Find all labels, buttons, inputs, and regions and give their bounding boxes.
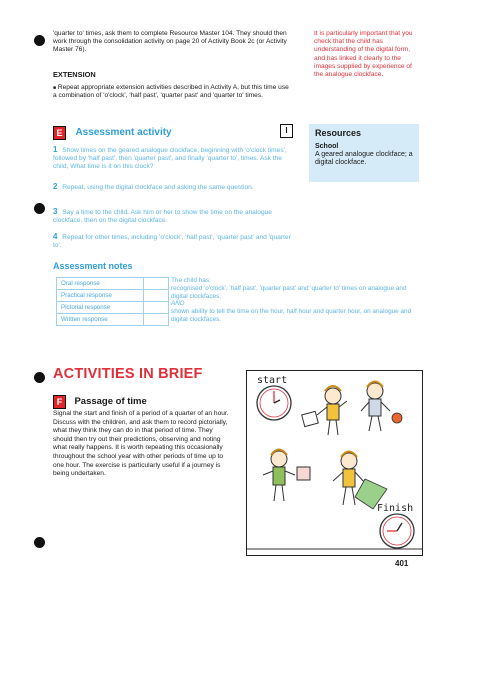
assessment-header xyxy=(53,124,293,138)
resources-subtitle: School xyxy=(315,143,339,150)
response-checkbox[interactable] xyxy=(144,290,169,302)
response-type: Written response xyxy=(57,314,144,326)
passage-title: Passage of time xyxy=(74,396,147,408)
step-number: 3 xyxy=(53,207,58,216)
child-figure-icon xyxy=(317,386,347,435)
notes-criteria xyxy=(171,277,419,324)
ball-icon xyxy=(392,413,402,423)
passage-text: Signal the start and finish of a period of a quarter of an hour. Discuss with the children, and ask them to record pictorially, what they think they can do in that period of time. They should then try out their predictions, observing and noting what really happens. It is worth repeating this occasionally throughout the school year with other periods of time up to one hour. The exercise is particularly useful if a journey is being undertaken. xyxy=(53,410,229,478)
response-checkbox[interactable] xyxy=(144,314,169,326)
response-type: Practical response xyxy=(57,290,144,302)
resources-box xyxy=(309,124,419,182)
page-number: 401 xyxy=(395,559,409,568)
step-text: Show times on the geared analogue clockface, beginning with 'o'clock times', followed by 'half past', then 'quarter past', and finally 'quarter to', times. Ask the child, What time is it on this clock? xyxy=(53,147,287,171)
response-checkbox[interactable] xyxy=(144,302,169,314)
section-letter-e: E xyxy=(53,126,66,140)
assessment-step xyxy=(53,183,293,192)
start-clock-icon xyxy=(257,386,291,420)
intro-paragraph: 'quarter to' times, ask them to complete Resource Master 104. They should then work through the consolidation activity on page 20 of Activity Book 2c (or Activity Master 76). xyxy=(53,30,287,54)
punch-hole xyxy=(34,203,45,214)
criteria-intro: The child has: xyxy=(171,277,211,284)
start-label: start xyxy=(257,375,288,386)
criteria-and: AND xyxy=(171,300,185,308)
criteria-line: shown ability to tell the time on the hour, half hour and quarter hour, on analogue and digital clockfaces. xyxy=(171,308,412,323)
step-text: Say a time to the child. Ask him or her to show the time on the analogue clockface, then on the digital clockface. xyxy=(53,209,272,225)
assessment-step xyxy=(53,146,293,172)
response-checkbox[interactable] xyxy=(144,278,169,290)
step-text: Repeat for other times, including 'o'clock', 'half past', 'quarter past' and 'quarter to'. xyxy=(53,234,291,250)
child-figure-icon xyxy=(361,382,390,432)
step-number: 4 xyxy=(53,232,58,241)
drawing-svg xyxy=(247,371,422,555)
paper-icon xyxy=(302,411,319,426)
table-row xyxy=(57,302,169,314)
criteria-line: recognised 'o'clock', 'half past', 'quarter past' and 'quarter to' times on analogue and digital clockfaces; xyxy=(171,284,407,300)
extension-heading: EXTENSION xyxy=(53,70,96,79)
assessment-step xyxy=(53,233,293,250)
punch-hole xyxy=(34,537,45,548)
table-row xyxy=(57,290,169,302)
extension-text xyxy=(53,84,293,100)
punch-hole xyxy=(34,35,45,46)
punch-hole xyxy=(34,372,45,383)
children-drawing xyxy=(246,370,423,556)
response-type: Pictorial response xyxy=(57,302,144,314)
passage-header xyxy=(53,393,147,411)
table-row xyxy=(57,278,169,290)
extension-body: Repeat appropriate extension activities described in Activity A, but this time use a combination of 'o'clock', 'half past', 'quarter past' and 'quarter to' times. xyxy=(53,84,289,100)
child-figure-icon xyxy=(263,450,295,502)
step-number: 2 xyxy=(53,182,58,191)
section-letter-f: F xyxy=(53,395,66,409)
step-text: Repeat, using the digital clockface and asking the same question. xyxy=(62,184,254,191)
response-type: Oral response xyxy=(57,278,144,290)
finish-clock-icon xyxy=(380,514,414,548)
resources-title: Resources xyxy=(315,128,362,138)
assessment-notes-title: Assessment notes xyxy=(53,261,133,271)
step-number: 1 xyxy=(53,145,58,154)
response-table xyxy=(56,277,169,326)
activities-in-brief-title: ACTIVITIES IN BRIEF xyxy=(53,366,203,382)
individual-icon: I xyxy=(280,124,293,138)
table-row xyxy=(57,314,169,326)
bullet-icon: ■ xyxy=(53,85,57,91)
assessment-title: Assessment activity xyxy=(75,127,172,139)
side-note: It is particularly important that you check that the child has understanding of the digital form, and has linked it clearly to the images supplied by experience of the analogue clockface. xyxy=(314,30,413,79)
picture-icon xyxy=(297,467,310,480)
assessment-step xyxy=(53,208,293,225)
finish-label: Finish xyxy=(377,503,414,514)
resources-text: A geared analogue clockface; a digital clockface. xyxy=(315,151,413,167)
